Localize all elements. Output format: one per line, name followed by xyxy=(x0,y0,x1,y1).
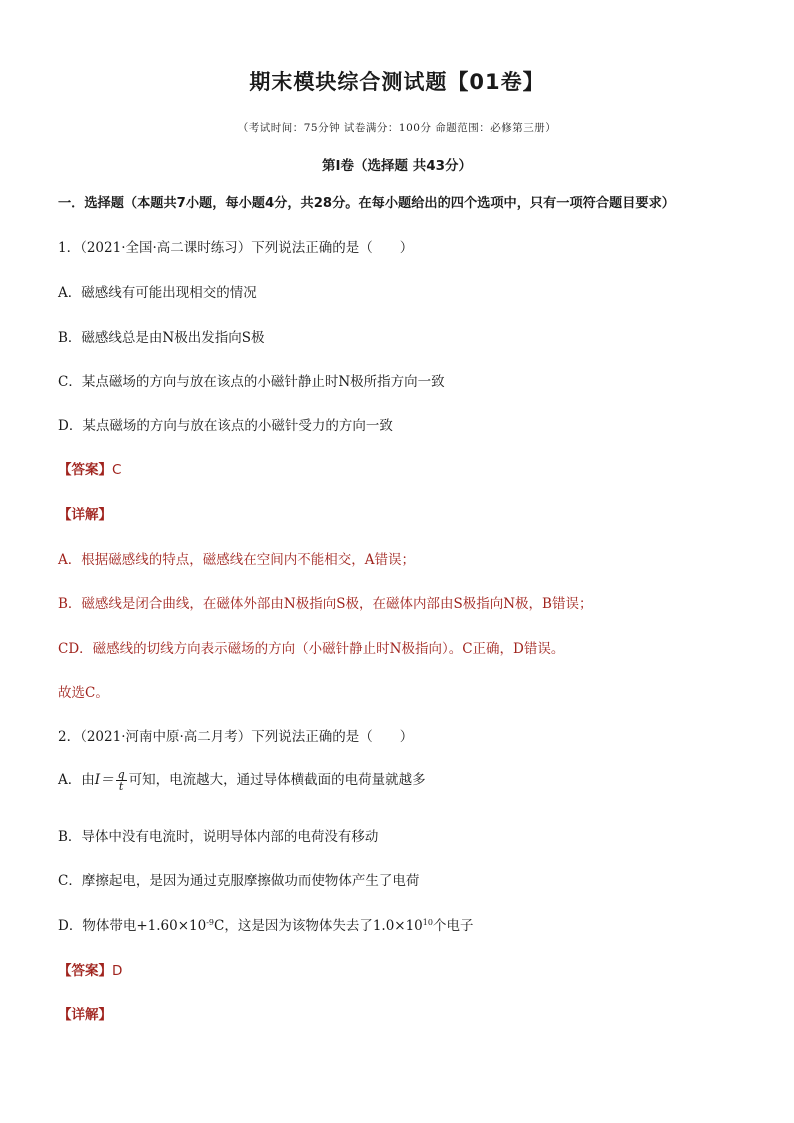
question-1-option-a: A．磁感线有可能出现相交的情况 xyxy=(58,285,257,301)
detail-label: 【详解】 xyxy=(58,1007,112,1023)
option-d-part1: D．物体带电+1.60×10 xyxy=(58,918,207,934)
question-1-option-d: D．某点磁场的方向与放在该点的小磁针受力的方向一致 xyxy=(58,418,393,434)
answer-label: 【答案】 xyxy=(58,462,112,478)
question-1-stem: 1．（2021·全国·高二课时练习）下列说法正确的是（ ） xyxy=(58,240,414,256)
formula-numerator: q xyxy=(117,768,125,781)
question-2-option-d xyxy=(58,914,754,934)
question-1-answer xyxy=(58,458,754,478)
question-2-option-c: C．摩擦起电，是因为通过克服摩擦做功而使物体产生了电荷 xyxy=(58,873,420,889)
question-2-detail-label xyxy=(58,1003,754,1023)
question-1-explanation-a: A．根据磁感线的特点，磁感线在空间内不能相交，A错误； xyxy=(58,552,415,568)
option-a-suffix: 可知，电流越大，通过导体横截面的电荷量就越多 xyxy=(128,772,426,788)
answer-label: 【答案】 xyxy=(58,963,112,979)
question-1-option-b: B．磁感线总是由N极出发指向S极 xyxy=(58,330,265,346)
exam-info: （考试时间：75分钟 试卷满分：100分 命题范围：必修第三册） xyxy=(237,122,557,134)
page-title: 期末模块综合测试题【01卷】 xyxy=(249,70,545,94)
question-2-option-b: B．导体中没有电流时，说明导体内部的电荷没有移动 xyxy=(58,829,379,845)
answer-value: C xyxy=(112,462,122,478)
section-instructions: 一．选择题（本题共7小题，每小题4分，共28分。在每小题给出的四个选项中，只有一项符合题目要求） xyxy=(58,196,675,211)
formula-lhs: I＝ xyxy=(94,772,114,788)
question-1-explanation-cd: CD．磁感线的切线方向表示磁场的方向（小磁针静止时N极指向）。C正确，D错误。 xyxy=(58,641,565,657)
option-d-exponent-2: 10 xyxy=(422,918,433,927)
question-2-stem: 2．（2021·河南中原·高二月考）下列说法正确的是（ ） xyxy=(58,729,414,745)
option-d-part2: C，这是因为该物体失去了1.0×10 xyxy=(213,918,423,934)
formula-denominator: t xyxy=(118,780,124,793)
question-1-detail-label xyxy=(58,503,754,523)
option-d-exponent-1: -9 xyxy=(206,918,214,927)
section-title: 第Ⅰ卷（选择题 共43分） xyxy=(321,158,472,174)
question-1-option-c: C．某点磁场的方向与放在该点的小磁针静止时N极所指方向一致 xyxy=(58,374,445,390)
question-2-option-a xyxy=(58,768,754,792)
question-2-answer xyxy=(58,959,754,979)
option-d-part3: 个电子 xyxy=(432,918,474,934)
question-1-conclusion: 故选C。 xyxy=(58,685,109,701)
option-a-prefix: A．由 xyxy=(58,772,95,788)
detail-label: 【详解】 xyxy=(58,507,112,523)
question-1-explanation-b: B．磁感线是闭合曲线，在磁体外部由N极指向S极，在磁体内部由S极指向N极，B错误； xyxy=(58,596,593,612)
answer-value: D xyxy=(112,963,123,979)
formula-fraction xyxy=(116,769,127,792)
